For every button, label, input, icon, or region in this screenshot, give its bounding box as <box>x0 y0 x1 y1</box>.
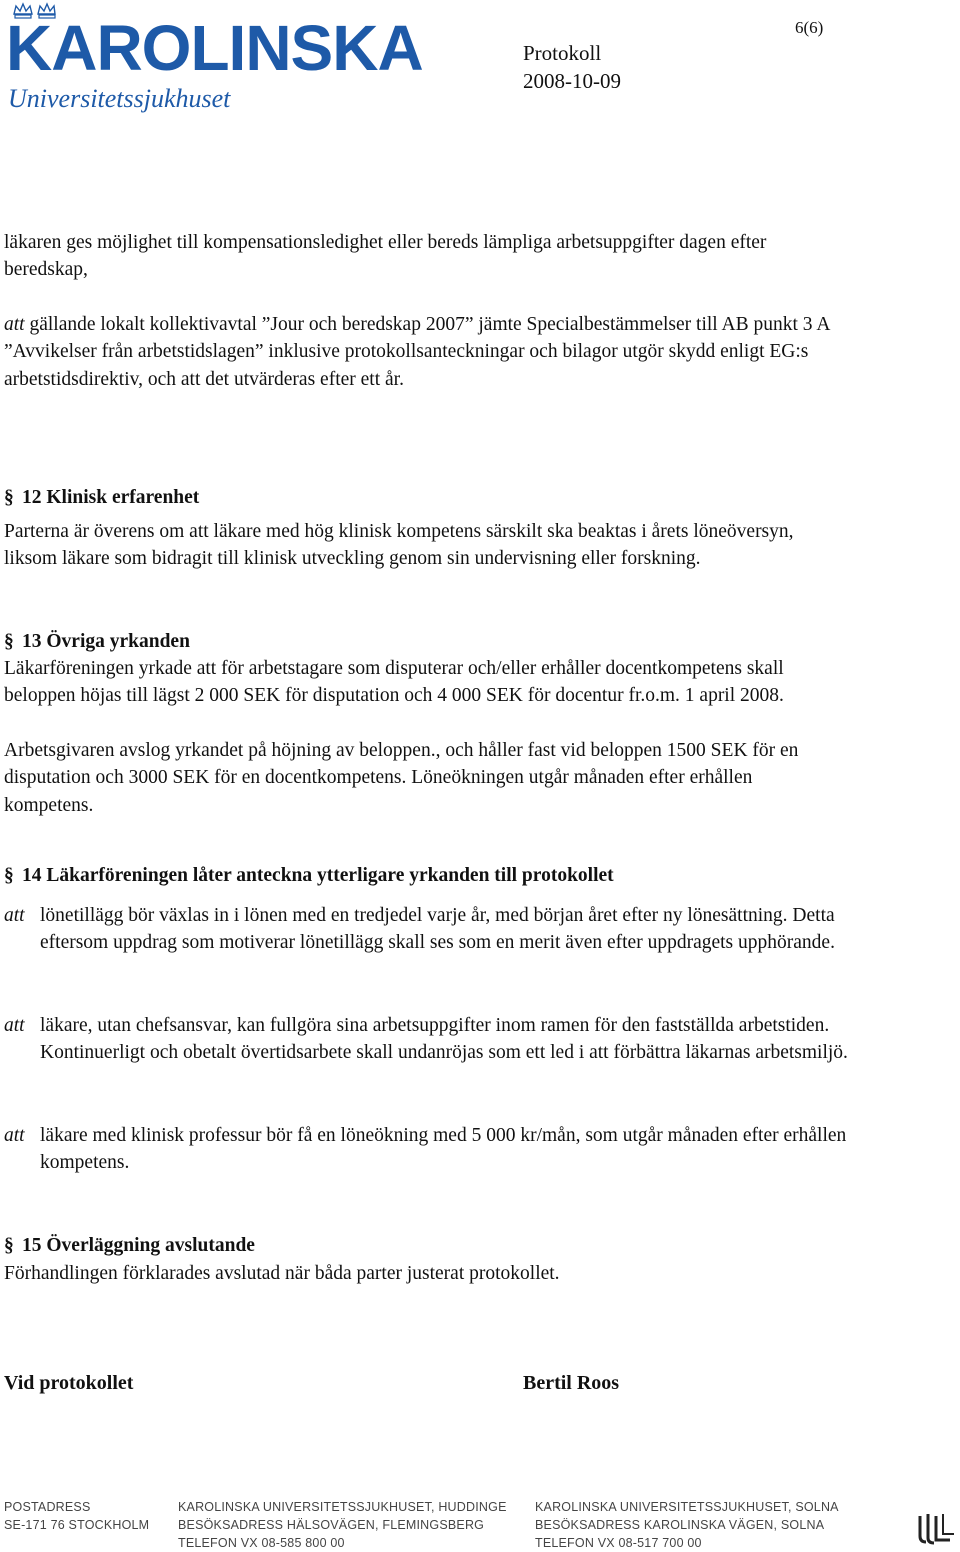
intro-paragraph-1 <box>4 229 834 284</box>
section-sign: § <box>4 487 14 508</box>
footer-line: KAROLINSKA UNIVERSITETSSJUKHUSET, HUDDINGE <box>178 1500 507 1514</box>
section-15-text: Förhandlingen förklarades avslutad när båda parter justerat protokollet. <box>4 1263 560 1284</box>
att-keyword: att <box>4 905 25 926</box>
document-date: 2008-10-09 <box>523 69 621 93</box>
section-13-body-2 <box>4 737 824 819</box>
jl-logo-icon <box>916 1512 956 1546</box>
footer-line: SE-171 76 STOCKHOLM <box>4 1518 150 1532</box>
document-type: Protokoll <box>523 41 602 65</box>
section-13-title: 13 Övriga yrkanden <box>22 631 190 652</box>
section-15-title: 15 Överläggning avslutande <box>22 1235 255 1256</box>
footer-line: TELEFON VX 08-585 800 00 <box>178 1536 345 1550</box>
signature-right: Bertil Roos <box>523 1372 620 1394</box>
section-sign: § <box>4 631 14 652</box>
section-14-item-1 <box>4 902 856 957</box>
footer-line: BESÖKSADRESS HÄLSOVÄGEN, FLEMINGSBERG <box>178 1518 485 1532</box>
section-15-heading <box>4 1234 255 1258</box>
section-14-item-3-text: läkare med klinisk professur bör få en löneökning med 5 000 kr/mån, som utgår månaden efter erhållen kompetens. <box>40 1125 847 1174</box>
section-13-text-1: Läkarföreningen yrkade att för arbetstagare som disputerar och/eller erhåller docentkompetens skall beloppen höjas till lägst 2 000 SEK för disputation och 4 000 SEK för docentur fr.o.m. 1 april 2008. <box>4 658 784 707</box>
intro-text-1: läkaren ges möjlighet till kompensationsledighet eller bereds lämpliga arbetsuppgifter dagen efter beredskap, <box>4 232 767 281</box>
att-keyword: att <box>4 314 25 335</box>
section-12-title: 12 Klinisk erfarenhet <box>22 487 200 508</box>
page-number: 6(6) <box>795 18 824 37</box>
footer-postal-address <box>4 1498 149 1534</box>
footer-huddinge <box>178 1498 507 1552</box>
section-14-title: 14 Läkarföreningen låter anteckna ytterligare yrkanden till protokollet <box>22 865 614 886</box>
footer-line: POSTADRESS <box>4 1500 91 1514</box>
section-12-heading <box>4 486 199 510</box>
section-14-item-1-text: lönetillägg bör växlas in i lönen med en tredjedel varje år, med början året efter ny lönesättning. Detta eftersom uppdrag som motiverar lönetillägg skall ses som en merit även efter uppdragets upphörande. <box>40 905 835 954</box>
footer-line: BESÖKSADRESS KAROLINSKA VÄGEN, SOLNA <box>535 1518 825 1532</box>
logo-subtitle: Universitetssjukhuset <box>8 84 231 113</box>
section-sign: § <box>4 1235 14 1256</box>
section-14-item-2 <box>4 1012 856 1067</box>
logo-wordmark: KAROLINSKA <box>6 12 423 84</box>
att-keyword: att <box>4 1015 25 1036</box>
section-13-body-1 <box>4 655 824 710</box>
section-12-body <box>4 518 849 573</box>
intro-paragraph-2 <box>4 311 834 393</box>
section-12-text: Parterna är överens om att läkare med hög klinisk kompetens särskilt ska beaktas i årets löneöversyn, liksom läkare som bidragit till klinisk utveckling genom sin undervisning eller forskning. <box>4 521 794 570</box>
section-15-body <box>4 1260 854 1287</box>
att-keyword: att <box>4 1125 25 1146</box>
section-13-heading <box>4 630 190 654</box>
section-sign: § <box>4 865 14 886</box>
footer-line: KAROLINSKA UNIVERSITETSSJUKHUSET, SOLNA <box>535 1500 839 1514</box>
intro-text-2: gällande lokalt kollektivavtal ”Jour och beredskap 2007” jämte Specialbestämmelser till AB punkt 3 A ”Avvikelser från arbetstidslagen” inklusive protokollsanteckningar och bilagor utgör skydd enligt EG:s arbetstidsdirektiv, och att det utvärderas efter ett år. <box>4 314 830 390</box>
section-14-item-2-text: läkare, utan chefsansvar, kan fullgöra sina arbetsuppgifter inom ramen för den fastställda arbetstiden. Kontinuerligt och obetalt övertidsarbete skall undanröjas som ett led i att förbättra läkarnas arbetsmiljö. <box>40 1015 848 1064</box>
section-14-item-3 <box>4 1122 856 1177</box>
section-14-heading <box>4 864 614 888</box>
section-13-text-2: Arbetsgivaren avslog yrkandet på höjning av beloppen., och håller fast vid beloppen 1500 SEK för en disputation och 3000 SEK för en docentkompetens. Löneökningen utgår månaden efter erhållen kompetens. <box>4 740 799 816</box>
signature-left: Vid protokollet <box>4 1372 134 1394</box>
footer-line: TELEFON VX 08-517 700 00 <box>535 1536 702 1550</box>
footer-solna <box>535 1498 839 1552</box>
